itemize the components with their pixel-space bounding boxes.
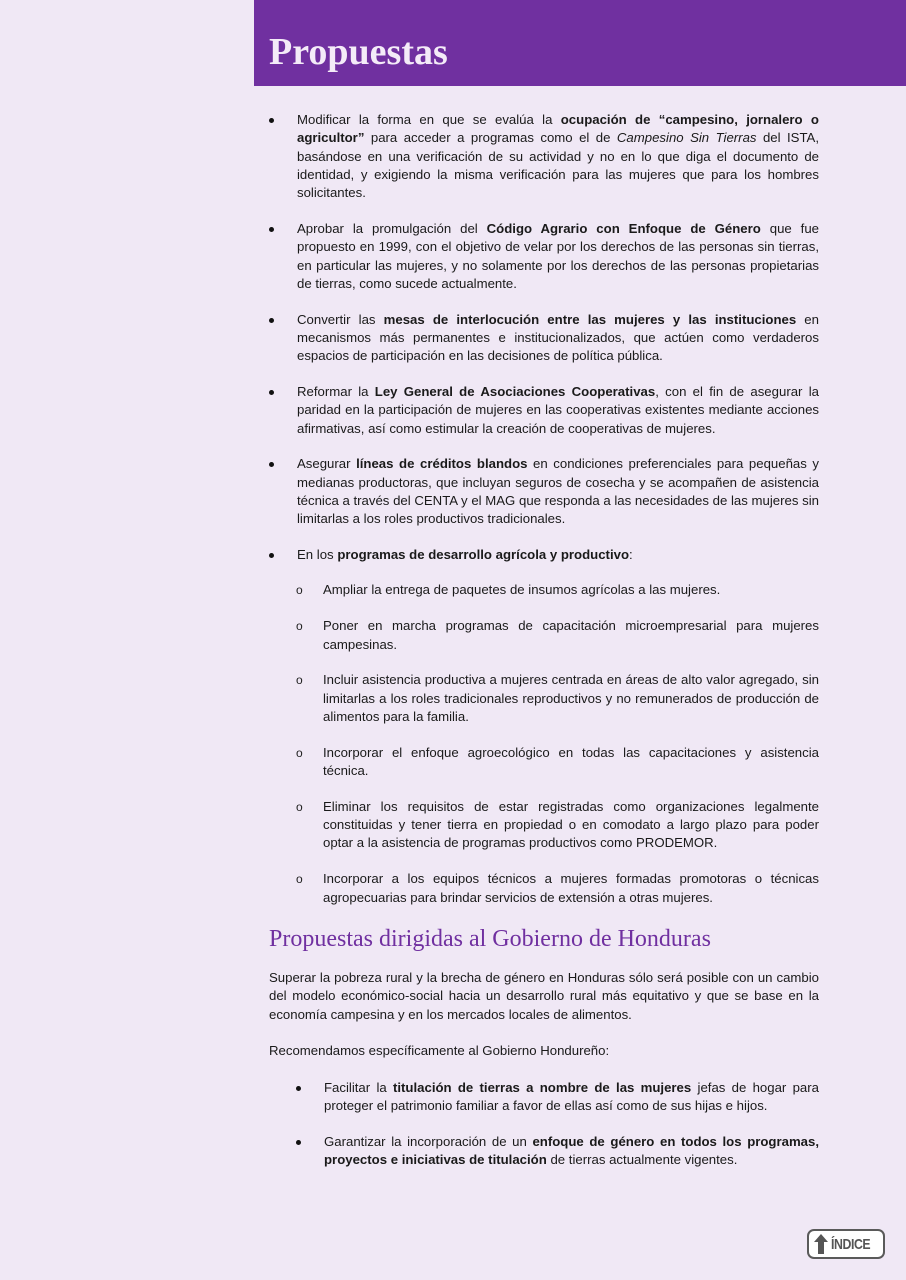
emphasis-text: titulación de tierras a nombre de las mujeres [392, 1080, 692, 1095]
sub-proposal-text: Ampliar la entrega de paquetes de insumos agrícolas a las mujeres. [323, 582, 721, 598]
proposal-item [269, 455, 819, 528]
body-text: Asegurar [297, 456, 357, 472]
header-band [254, 0, 906, 86]
emphasis-text: enfoque de género en todos los programas, proyectos e iniciativas de titulación [324, 1134, 820, 1168]
body-text: Campesino Sin Tierras [616, 130, 757, 146]
emphasis-text: mesas de interlocución entre las mujeres y las instituciones [383, 311, 797, 327]
body-text: en condiciones preferenciales para pequeñas y medianas productoras, que incluyan seguros de cosecha y se acompañen de asistencia técnica a través del CENTA y el MAG que responda a las necesidades de las mujeres sin limitarlas a los roles productivos tradicionales. [297, 456, 819, 527]
proposal-text [297, 112, 819, 200]
sub-proposal-item [296, 617, 819, 654]
body-text: En los [297, 547, 338, 563]
body-text: , con el fin de asegurar la paridad en la participación de mujeres en las cooperativas existentes mediante acciones afirmativas, así como estimular la creación de cooperativas de mujeres. [297, 384, 819, 436]
body-text: jefas de hogar para proteger el patrimonio familiar a favor de ellas así como de sus hijas e hijos. [324, 1080, 819, 1114]
indice-label: ÍNDICE [830, 1235, 870, 1253]
proposal-text [297, 221, 819, 291]
body-text: : [629, 547, 633, 563]
section-lead-paragraph: Recomendamos específicamente al Gobierno Hondureño: [269, 1043, 610, 1058]
proposals-content [269, 111, 819, 924]
proposal-item [269, 311, 819, 366]
body-text: Garantizar la incorporación de un [324, 1134, 533, 1150]
body-text: para acceder a programas como el de [364, 130, 617, 146]
sub-proposal-item [296, 671, 819, 726]
arrow-up-icon [814, 1234, 828, 1254]
sub-proposals-list [269, 581, 819, 906]
sub-proposal-item [296, 581, 819, 599]
body-text: Reformar la [297, 384, 375, 400]
proposal-text [297, 384, 819, 436]
emphasis-text: programas de desarrollo agrícola y productivo [337, 547, 629, 563]
indice-button[interactable] [807, 1229, 885, 1259]
body-text: en mecanismos más permanentes e institucionalizados, que actúen como verdaderos espacios de participación en las decisiones de política pública. [297, 311, 819, 364]
emphasis-text: Código Agrario con Enfoque de Género [486, 220, 761, 236]
body-text: Facilitar la [324, 1080, 393, 1095]
honduras-proposal-item [296, 1133, 819, 1170]
circle-bullet-icon: o [296, 872, 303, 887]
sub-proposal-text: Incorporar el enfoque agroecológico en todas las capacitaciones y asistencia técnica. [323, 744, 819, 779]
honduras-proposals-list [296, 1079, 819, 1187]
proposal-text [324, 1134, 819, 1167]
emphasis-text: ocupación de “campesino, jornalero o agricultor” [297, 112, 819, 146]
proposal-item [269, 111, 819, 202]
proposal-item [269, 220, 819, 293]
circle-bullet-icon: o [296, 583, 303, 598]
sub-proposal-text: Incluir asistencia productiva a mujeres centrada en áreas de alto valor agregado, sin limitarlas a los roles tradicionales reproductivos y no remunerados de producción de alimentos para la familia. [323, 672, 819, 724]
proposal-item [269, 383, 819, 438]
body-text: Modificar la forma en que se evalúa la [297, 112, 561, 127]
emphasis-text: líneas de créditos blandos [356, 456, 528, 472]
sub-proposal-text: Eliminar los requisitos de estar registradas como organizaciones legalmente constituidas y tener tierra en propiedad o en comodato a largo plazo para poder optar a la asistencia de programas productivos como PRODEMOR. [323, 798, 819, 851]
circle-bullet-icon: o [296, 619, 303, 634]
proposals-list [269, 111, 819, 907]
body-text: del ISTA, basándose en una verificación de su actividad y no en lo que diga el documento de identidad, y exigiendo la misma verificación para las mujeres que para los hombres solicitantes. [297, 130, 819, 201]
circle-bullet-icon: o [296, 799, 303, 814]
sub-proposal-text: Incorporar a los equipos técnicos a mujeres formadas promotoras o técnicas agropecuarias para brindar servicios de extensión a otras mujeres. [323, 871, 819, 905]
emphasis-text: Ley General de Asociaciones Cooperativas [374, 384, 656, 400]
honduras-proposal-item [296, 1079, 819, 1116]
proposal-text [297, 547, 633, 562]
circle-bullet-icon: o [296, 745, 303, 760]
sub-proposal-text: Poner en marcha programas de capacitación microempresarial para mujeres campesinas. [323, 618, 819, 652]
proposal-text [297, 312, 819, 364]
page-title: Propuestas [269, 31, 448, 73]
body-text: Aprobar la promulgación del [297, 220, 487, 236]
body-text: de tierras actualmente vigentes. [546, 1152, 738, 1168]
section-intro-paragraph: Superar la pobreza rural y la brecha de género en Honduras sólo será posible con un cambio del modelo económico-social hacia un desarrollo rural más equitativo y que se base en la economía campesina y en los mercados locales de alimentos. [269, 970, 819, 1022]
body-text: que fue propuesto en 1999, con el objetivo de velar por los derechos de las personas sin tierras, en particular las mujeres, y no solamente por los derechos de las personas propietarias de tierras, como sucede actualmente. [297, 220, 819, 291]
proposal-text [324, 1080, 819, 1113]
proposal-text [297, 456, 819, 526]
sub-proposal-item [296, 744, 819, 781]
proposal-item [269, 546, 819, 907]
sub-proposal-item [296, 870, 819, 907]
body-text: Convertir las [297, 311, 384, 327]
circle-bullet-icon: o [296, 673, 303, 688]
section-title-honduras: Propuestas dirigidas al Gobierno de Honduras [269, 926, 711, 952]
sub-proposal-item [296, 798, 819, 853]
